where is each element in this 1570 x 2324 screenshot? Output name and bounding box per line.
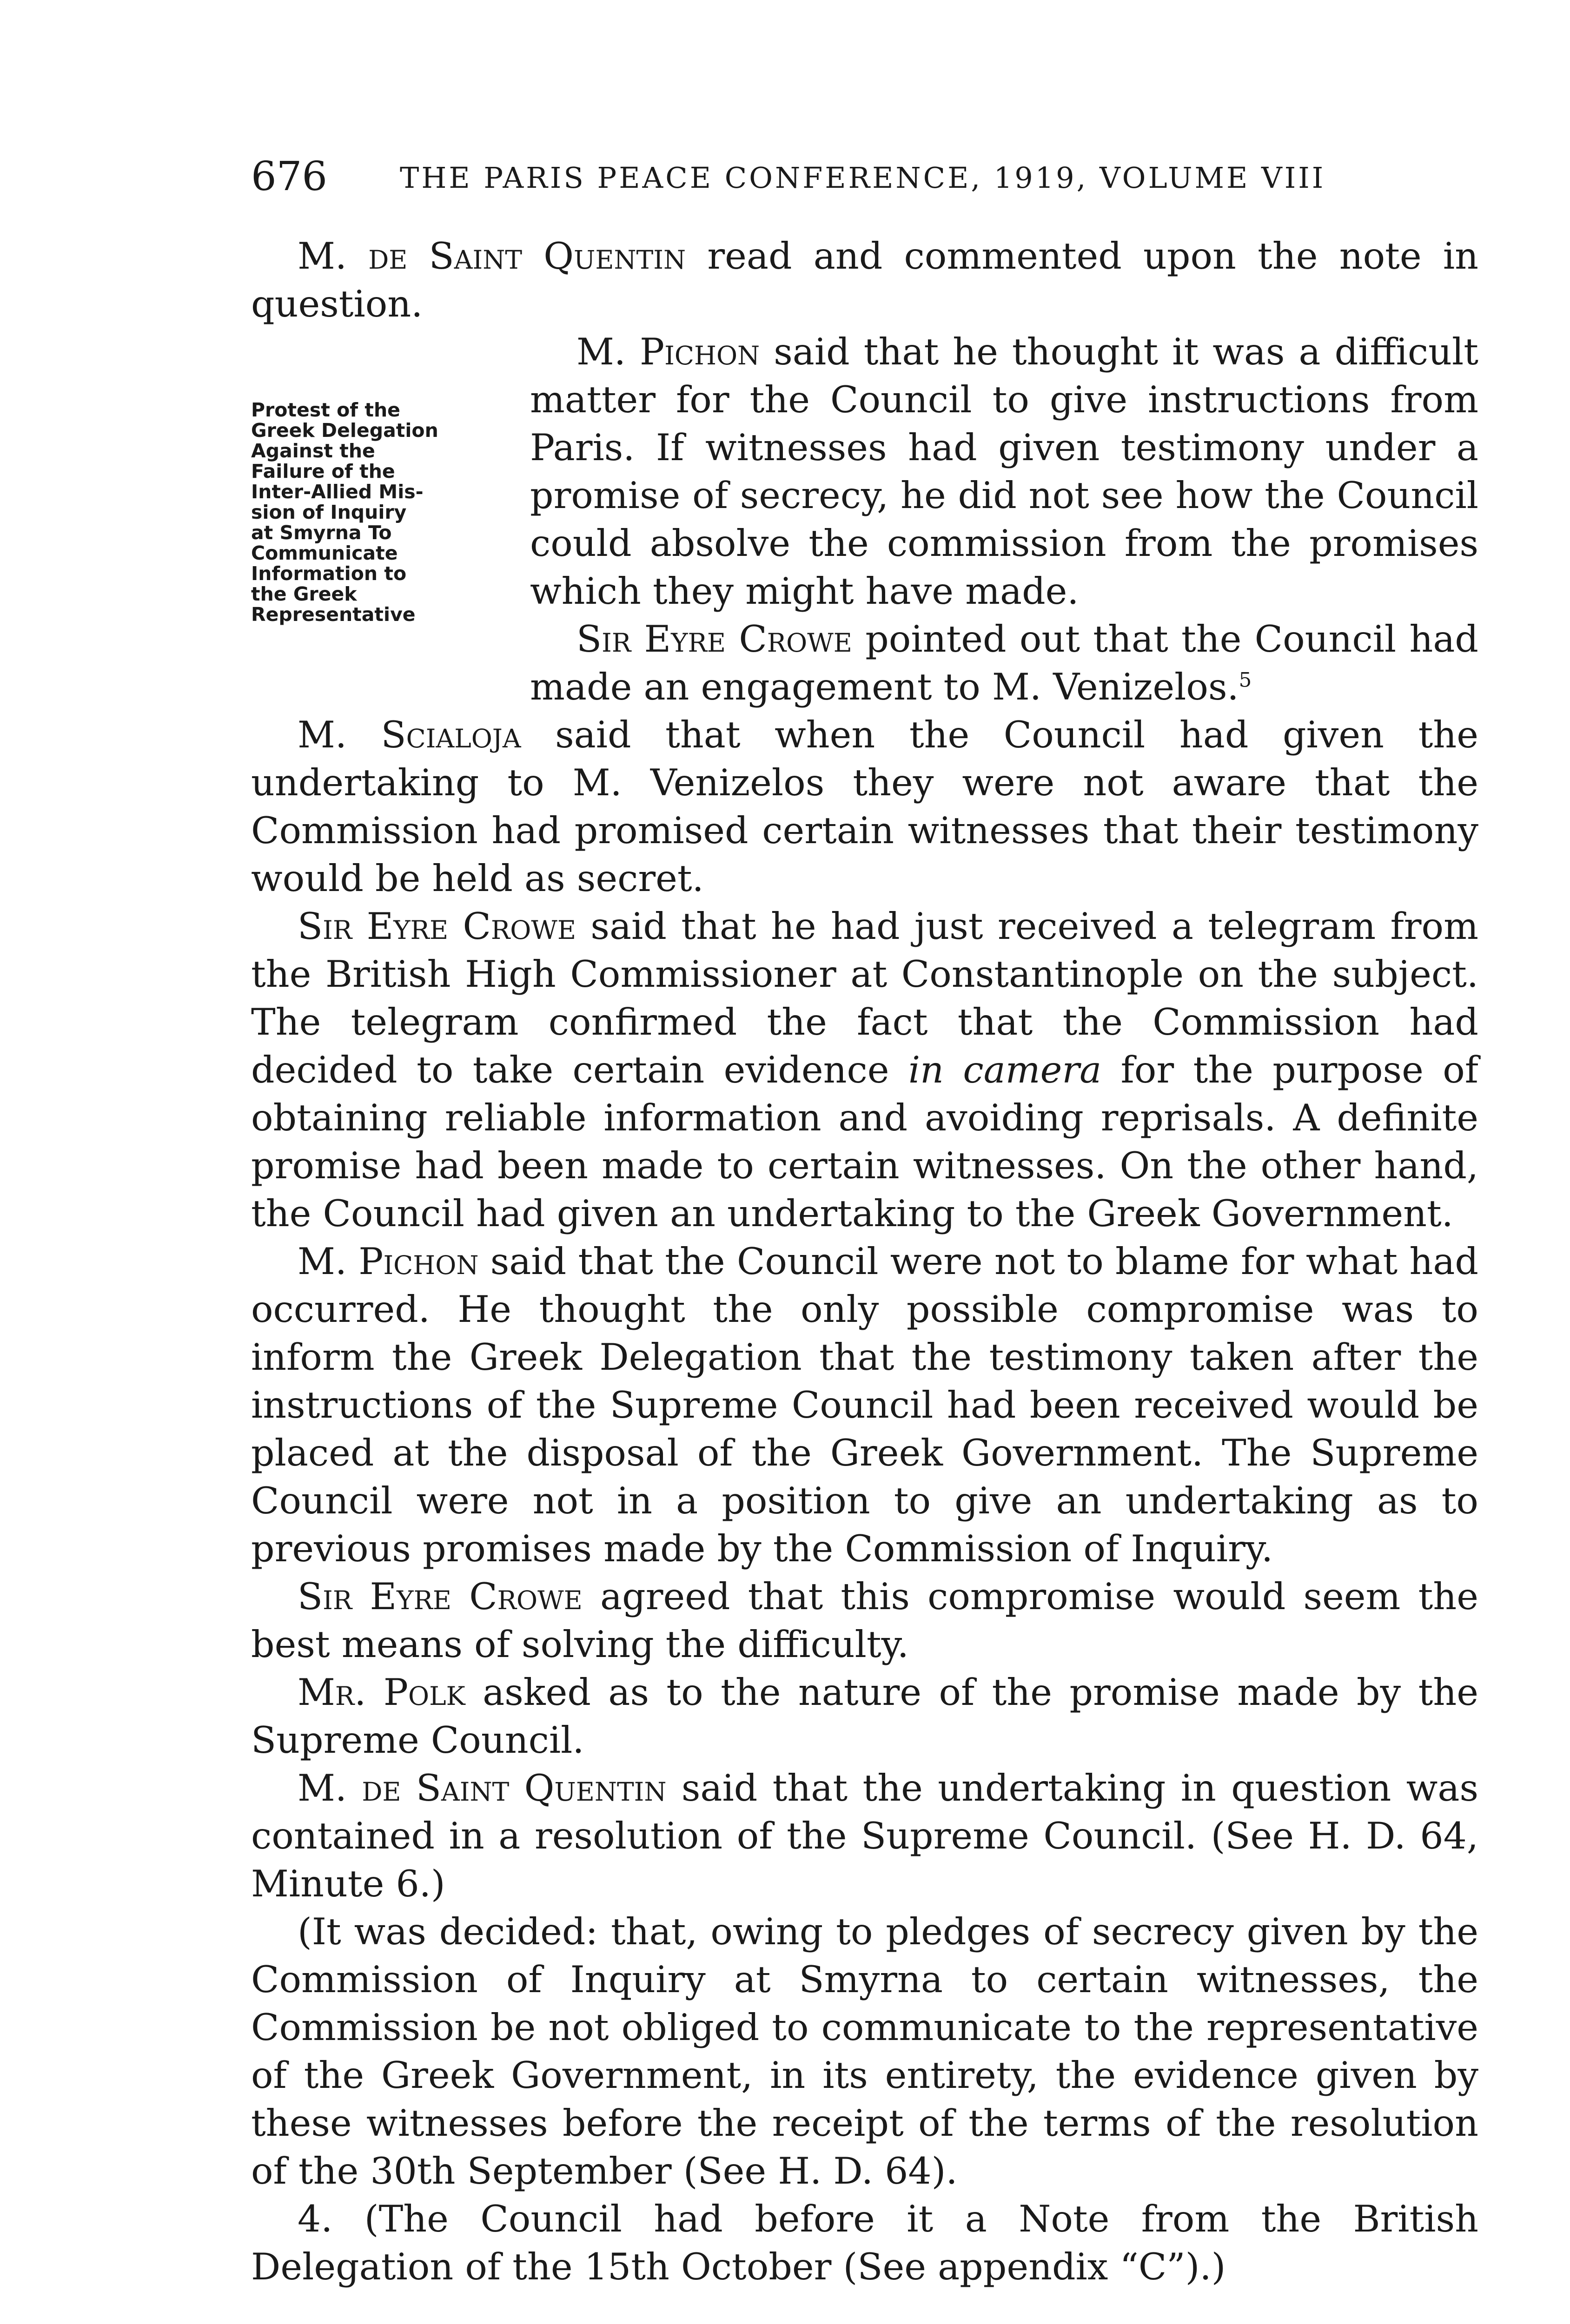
speaker: M. de Saint Quentin [298, 235, 686, 277]
paragraph [251, 711, 1478, 903]
paragraph-text: pointed out that the Council had made an engagement to M. Venizelos. [530, 618, 1478, 708]
marginal-note-line: Information to [251, 562, 407, 585]
body-text [251, 232, 1478, 2291]
marginal-note-line: Inter-Allied Mis- [251, 481, 424, 503]
marginal-note-line: Communicate [251, 542, 398, 564]
marginal-note-line: Protest of the [251, 399, 400, 421]
decision-paragraph: (It was decided: that, owing to pledges of secrecy given by the Commission of Inquiry at Smyrna to certain witnesses, the Commission be not obliged to communicate to the representative of the Greek Government, in its entirety, the evidence given by these witnesses before the receipt of the terms of the resolution of the 30th September (See H. D. 64). [251, 1910, 1478, 2192]
paragraph-text: said that the undertaking in question was contained in a resolution of the Supreme Council. (See H. D. 64, Minute 6.) [251, 1767, 1479, 1905]
speaker: Mr. Polk [298, 1671, 465, 1714]
paragraph [251, 1669, 1478, 1764]
page-header [251, 153, 1478, 205]
marginal-note-line: at Smyrna To [251, 522, 392, 544]
paragraph [530, 615, 1478, 711]
marginal-note-line: Greek Delegation [251, 419, 438, 442]
marginal-note-line: Representative [251, 603, 416, 626]
speaker: M. Pichon [576, 330, 760, 373]
speaker: Sir Eyre Crowe [298, 905, 576, 948]
marginal-note-line: the Greek [251, 583, 357, 605]
paragraph [251, 232, 1478, 328]
speaker: M. Pichon [298, 1240, 479, 1283]
paragraph-text: agreed that this compromise would seem the best means of solving the difficulty. [251, 1575, 1479, 1666]
page-number: 676 [251, 153, 328, 200]
paragraph-text: read and commented upon the note in question. [251, 235, 1479, 325]
marginal-note-line: Failure of the [251, 460, 395, 482]
speaker: Sir Eyre Crowe [298, 1575, 583, 1618]
marginal-note-line: Against the [251, 440, 375, 462]
running-head: THE PARIS PEACE CONFERENCE, 1919, VOLUME VIII [400, 161, 1326, 195]
speaker: M. Scialoja [298, 713, 521, 756]
speaker: Sir Eyre Crowe [576, 618, 852, 660]
italic-phrase: in camera [908, 1049, 1102, 1091]
paragraph-text: said that he thought it was a difficult matter for the Council to give instructions from Paris. If witnesses had given testimony under a promise of secrecy, he did not see how the Council could absolve the commission from the promises which they might have made. [530, 330, 1478, 613]
paragraph-text: said that he had just received a telegram from the British High Commissioner at Constantinople on the subject. The telegram confirmed the fact that the Commission had decided to take certain evidence [251, 905, 1478, 1091]
paragraph [251, 1764, 1478, 1908]
paragraph [251, 1573, 1478, 1669]
paragraph-text: said that when the Council had given the undertaking to M. Venizelos they were not aware that the Commission had promised certain witnesses that their testimony would be held as secret. [251, 713, 1478, 900]
paragraph [530, 328, 1478, 615]
numbered-paragraph: 4. (The Council had before it a Note from the British Delegation of the 15th October (See appendix “C”).) [251, 2198, 1478, 2288]
paragraph [251, 1238, 1478, 1573]
paragraph-text: for the purpose of obtaining reliable information and avoiding reprisals. A definite promise had been made to certain witnesses. On the other hand, the Council had given an undertaking to the Greek Government. [251, 1049, 1478, 1235]
marginal-note-line: sion of Inquiry [251, 501, 407, 523]
speaker: M. de Saint Quentin [298, 1767, 667, 1809]
paragraph [251, 903, 1478, 1238]
paragraph-text: asked as to the nature of the promise made by the Supreme Council. [251, 1671, 1478, 1762]
paragraph-text: said that the Council were not to blame for what had occurred. He thought the only possible compromise was to inform the Greek Delegation that the testimony taken after the instructions of the Supreme Council had been received would be placed at the disposal of the Greek Government. The Supreme Council were not in a position to give an undertaking as to previous promises made by the Commission of Inquiry. [251, 1240, 1479, 1570]
footnote-reference: 5 [1239, 668, 1252, 692]
